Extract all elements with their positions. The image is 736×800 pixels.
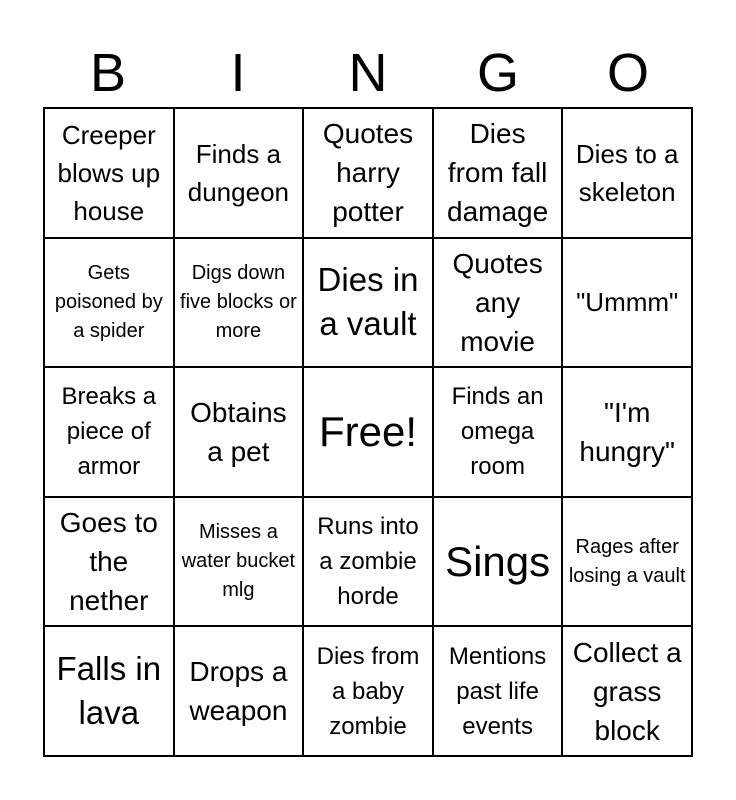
bingo-cell[interactable] (562, 626, 692, 756)
cell-text: Dies from fall damage (447, 118, 549, 228)
bingo-cell[interactable] (303, 238, 433, 368)
cell-text: Finds a dungeon (187, 138, 289, 207)
cell-text: Quotes any movie (452, 247, 543, 357)
bingo-grid (43, 107, 693, 757)
cell-text: Rages after losing a vault (568, 535, 686, 587)
cell-text: Gets poisoned by a spider (54, 261, 163, 342)
bingo-cell[interactable] (303, 108, 433, 238)
bingo-cell[interactable] (433, 367, 563, 497)
bingo-cell[interactable] (433, 626, 563, 756)
bingo-cell[interactable] (433, 108, 563, 238)
cell-text: Obtains a pet (190, 396, 287, 467)
cell-text: Mentions past life events (448, 642, 547, 740)
bingo-cell[interactable] (562, 497, 692, 627)
cell-text: Digs down five blocks or more (180, 261, 297, 342)
cell-text: Dies in a vault (317, 261, 419, 343)
cell-text: Sings (445, 537, 551, 585)
cell-text: Dies from a baby zombie (316, 642, 420, 740)
header-letter-g: G (476, 43, 519, 103)
bingo-header (43, 40, 693, 106)
cell-text: Free! (318, 407, 417, 455)
cell-text: Dies to a skeleton (575, 138, 679, 207)
bingo-cell[interactable] (433, 238, 563, 368)
bingo-cell[interactable] (433, 497, 563, 627)
bingo-cell[interactable] (44, 367, 174, 497)
bingo-cell[interactable] (562, 108, 692, 238)
cell-text: Goes to the nether (59, 507, 158, 617)
bingo-cell[interactable] (303, 626, 433, 756)
header-letter-b: B (89, 43, 127, 103)
header-letter-o: O (606, 43, 649, 103)
free-space[interactable] (303, 367, 433, 497)
cell-text: "Ummm" (576, 287, 679, 318)
bingo-cell[interactable] (562, 367, 692, 497)
cell-text: Drops a weapon (189, 656, 288, 727)
bingo-cell[interactable] (174, 497, 304, 627)
cell-text: "I'm hungry" (579, 396, 675, 467)
bingo-cell[interactable] (44, 626, 174, 756)
bingo-cell[interactable] (174, 367, 304, 497)
bingo-cell[interactable] (303, 497, 433, 627)
bingo-cell[interactable] (174, 238, 304, 368)
bingo-cell[interactable] (174, 108, 304, 238)
bingo-cell[interactable] (44, 238, 174, 368)
cell-text: Creeper blows up house (57, 119, 161, 226)
cell-text: Misses a water bucket mlg (181, 521, 296, 602)
cell-text: Finds an omega room (451, 383, 544, 481)
cell-text: Breaks a piece of armor (61, 383, 157, 481)
header-letter-n: N (348, 43, 388, 103)
cell-text: Collect a grass block (572, 636, 682, 746)
cell-text: Falls in lava (56, 650, 162, 732)
header-letter-i: I (230, 43, 246, 103)
bingo-cell[interactable] (174, 626, 304, 756)
cell-text: Runs into a zombie horde (317, 513, 419, 611)
bingo-cell[interactable] (44, 497, 174, 627)
bingo-cell[interactable] (562, 238, 692, 368)
bingo-cell[interactable] (44, 108, 174, 238)
cell-text: Quotes harry potter (322, 118, 414, 228)
